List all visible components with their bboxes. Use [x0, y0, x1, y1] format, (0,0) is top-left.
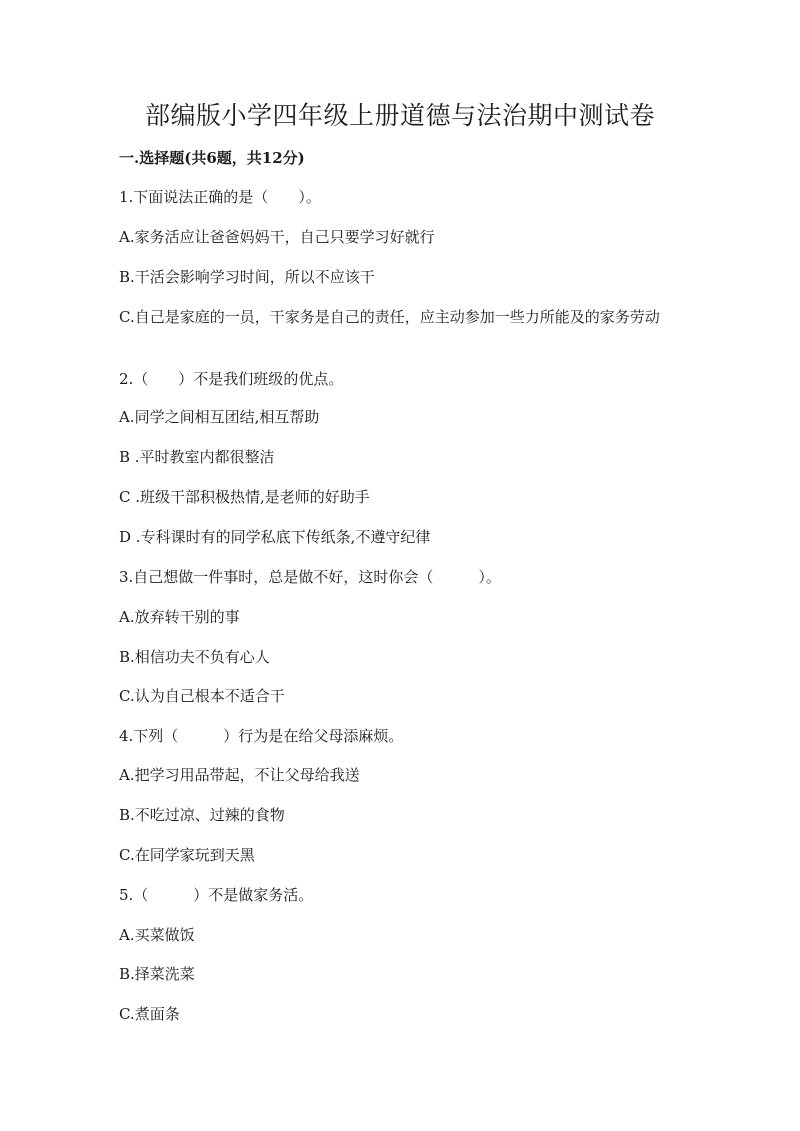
- question-1-option-a: A.家务活应让爸爸妈妈干，自己只要学习好就行: [119, 228, 435, 246]
- question-1-option-b: B.干活会影响学习时间，所以不应该干: [119, 268, 375, 286]
- question-2-option-b: B .平时教室内都很整洁: [119, 448, 275, 466]
- question-5-option-c: C.煮面条: [119, 1005, 180, 1023]
- question-5-stem: 5.（ ）不是做家务活。: [119, 886, 314, 904]
- question-1-stem: 1.下面说法正确的是（ ）。: [119, 188, 321, 206]
- question-3-option-b: B.相信功夫不负有心人: [119, 648, 270, 666]
- question-2-stem: 2.（ ）不是我们班级的优点。: [119, 370, 344, 388]
- question-3-option-a: A.放弃转干别的事: [119, 608, 240, 626]
- question-4-option-a: A.把学习用品带起，不让父母给我送: [119, 766, 360, 784]
- question-5-option-a: A.买菜做饭: [119, 926, 195, 944]
- question-2-option-d: D .专科课时有的同学私底下传纸条,不遵守纪律: [119, 528, 431, 546]
- question-5-option-b: B.择菜洗菜: [119, 965, 195, 983]
- question-3-stem: 3.自己想做一件事时，总是做不好，这时你会（ ）。: [119, 568, 501, 586]
- question-2-option-c: C .班级干部积极热情,是老师的好助手: [119, 488, 370, 506]
- question-2-option-a: A.同学之间相互团结,相互帮助: [119, 408, 320, 426]
- page-title: 部编版小学四年级上册道德与法治期中测试卷: [144, 101, 655, 130]
- question-3-option-c: C.认为自己根本不适合干: [119, 687, 285, 705]
- question-4-option-c: C.在同学家玩到天黑: [119, 846, 255, 864]
- question-1-option-c: C.自己是家庭的一员，干家务是自己的责任，应主动参加一些力所能及的家务劳动: [119, 308, 660, 326]
- question-4-option-b: B.不吃过凉、过辣的食物: [119, 806, 285, 824]
- question-4-stem: 4.下列（ ）行为是在给父母添麻烦。: [119, 727, 404, 745]
- section-heading: 一.选择题(共6题，共12分): [119, 149, 305, 167]
